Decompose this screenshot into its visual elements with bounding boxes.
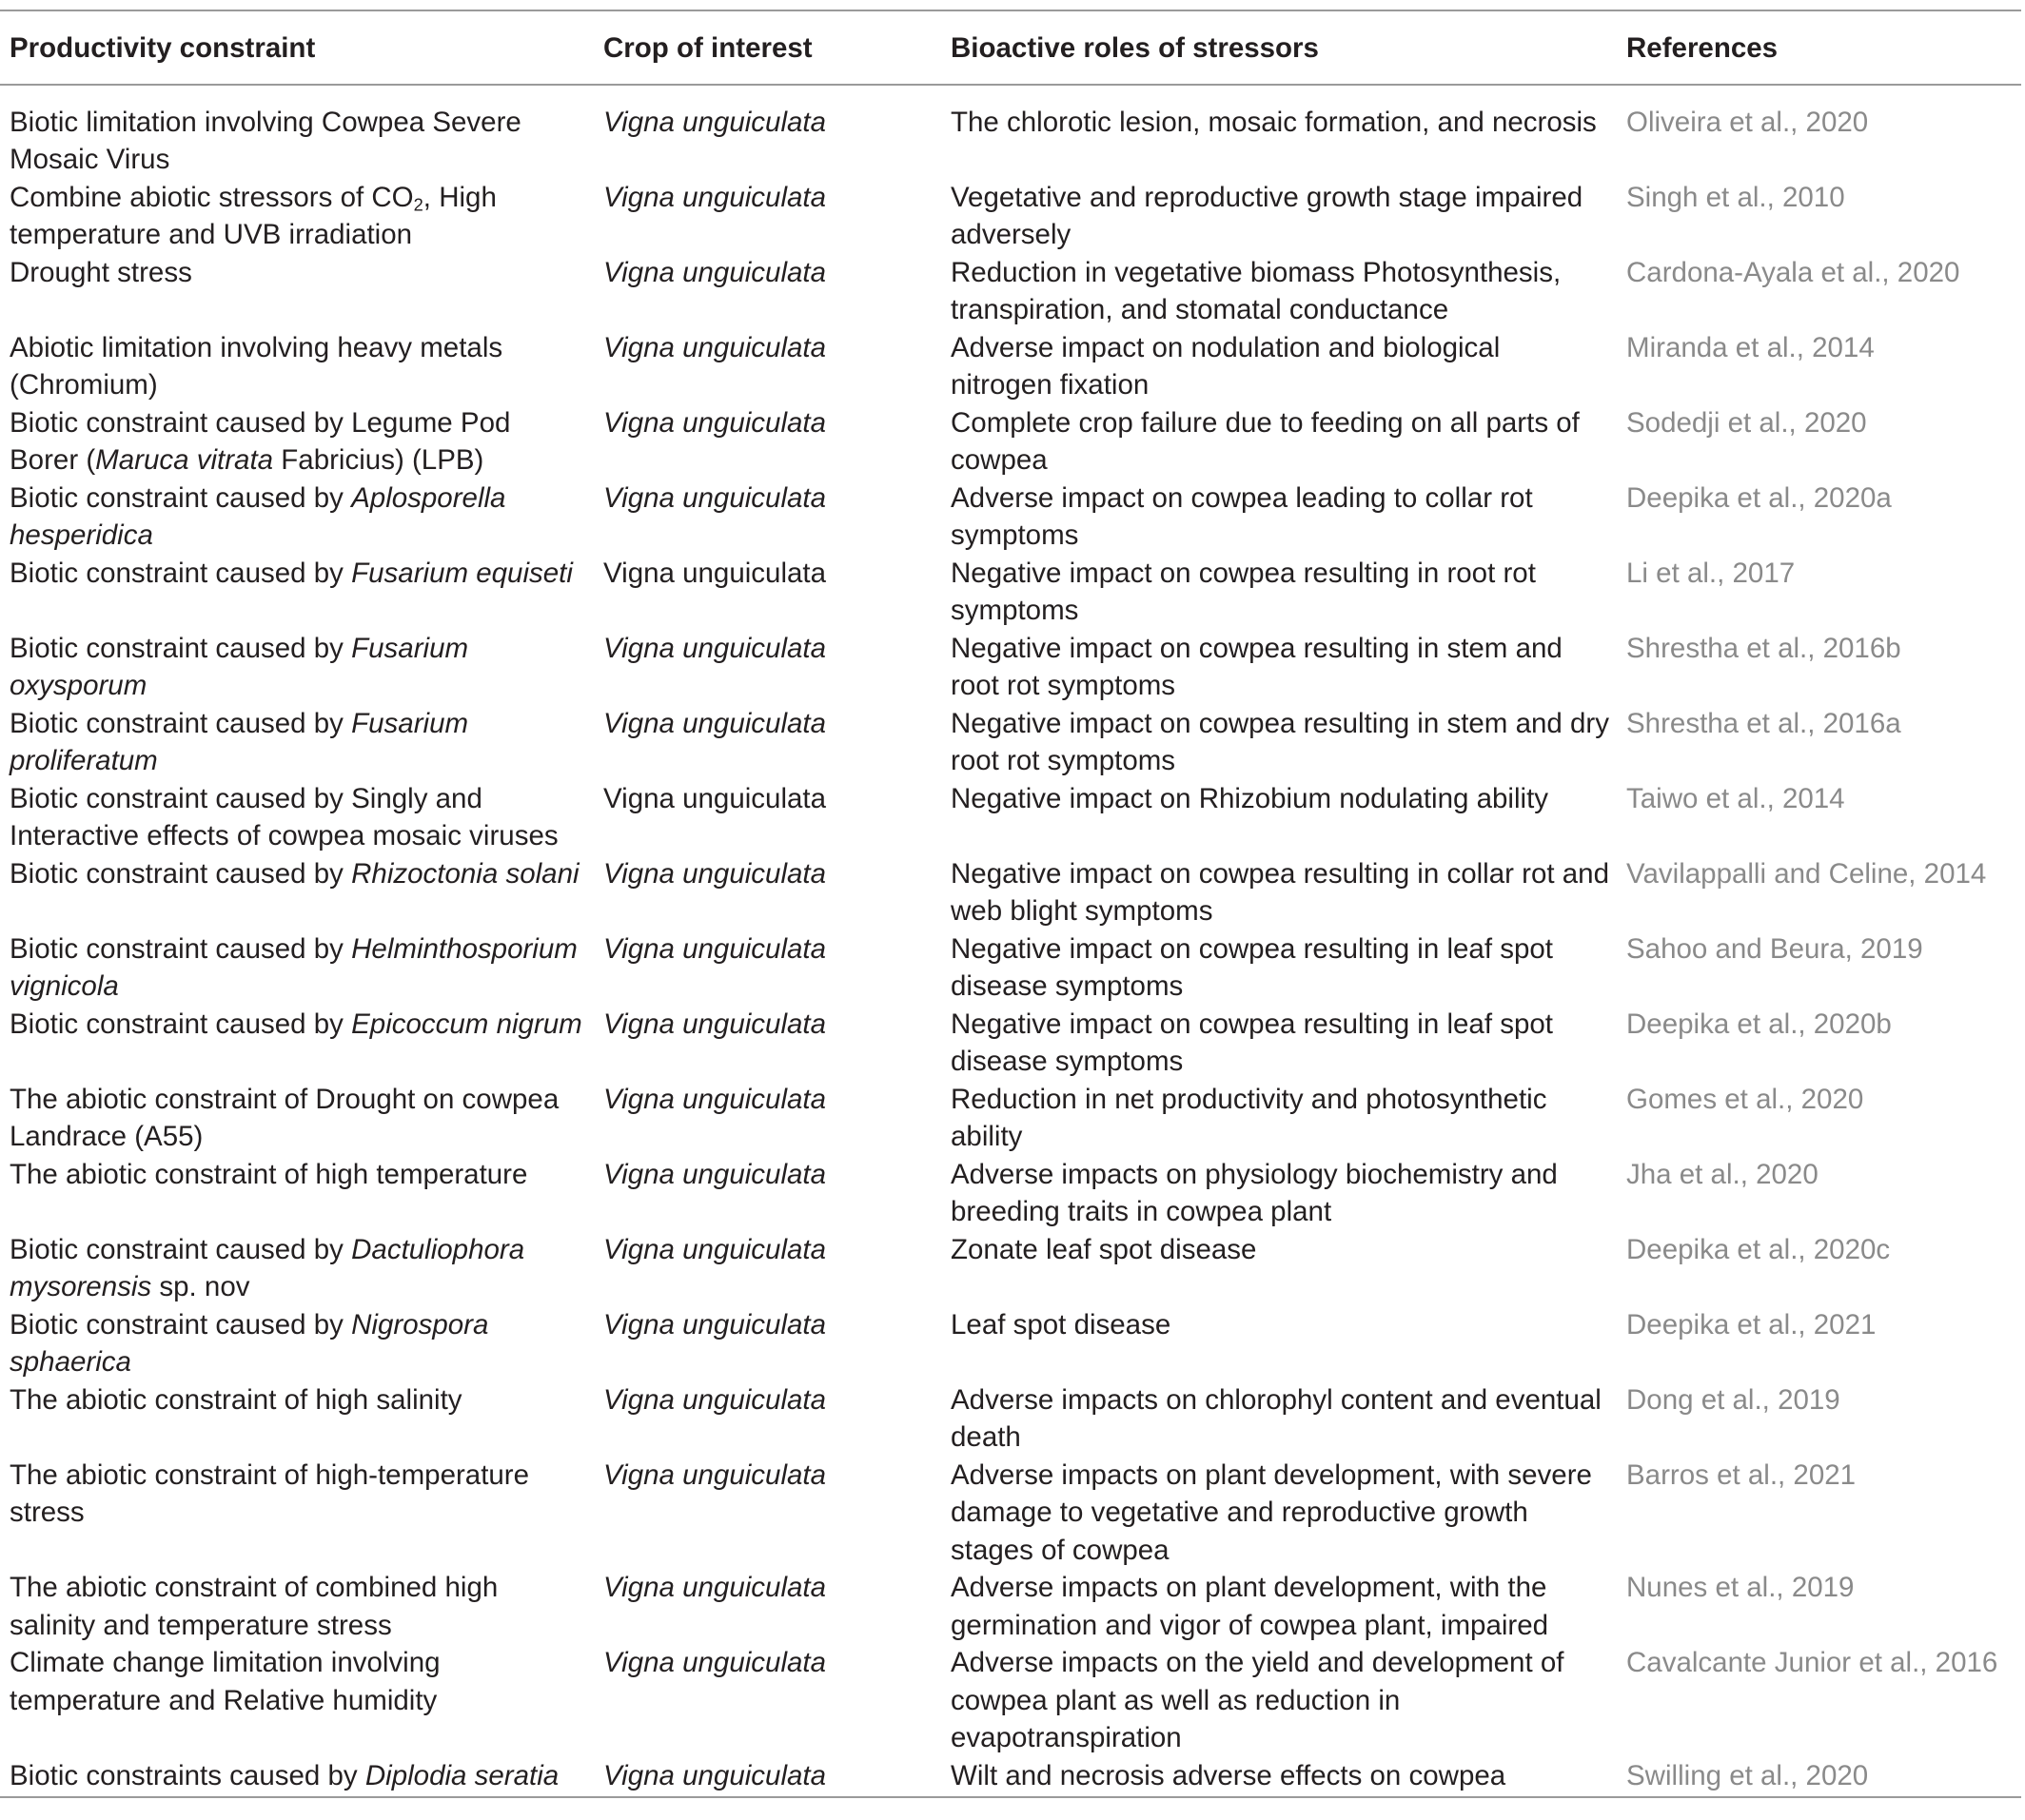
cell-reference-link[interactable]: Sodedji et al., 2020 — [1626, 406, 1867, 439]
cell-crop-of-interest: Vigna unguiculata — [603, 782, 827, 814]
table-row — [0, 1757, 2021, 1798]
species-name: Helminthosporium vignicola — [10, 932, 578, 1002]
cell-productivity-constraint — [0, 1306, 594, 1381]
cell-bioactive-role: Vegetative and reproductive growth stage impaired adversely — [951, 181, 1583, 250]
cell-reference-link[interactable]: Sahoo and Beura, 2019 — [1626, 932, 1923, 965]
table-row — [0, 780, 2021, 855]
table-row — [0, 1006, 2021, 1081]
cell-reference-link[interactable]: Cardona-Ayala et al., 2020 — [1626, 256, 1960, 288]
cell-productivity-constraint — [0, 930, 594, 1006]
cell-productivity-constraint — [0, 479, 594, 555]
table-row — [0, 930, 2021, 1006]
cell-crop-of-interest: Vigna unguiculata — [603, 857, 827, 890]
cell-bioactive-role: Negative impact on cowpea resulting in stem and root rot symptoms — [951, 632, 1563, 701]
table-row — [0, 855, 2021, 930]
cell-productivity-constraint — [0, 1006, 594, 1081]
species-name: Aplosporella hesperidica — [10, 481, 506, 551]
cell-bioactive-role: Leaf spot disease — [951, 1308, 1171, 1341]
cell-bioactive-role: Negative impact on cowpea resulting in root rot symptoms — [951, 557, 1536, 626]
cell-crop-of-interest: Vigna unguiculata — [603, 1158, 827, 1190]
cell-crop-of-interest: Vigna unguiculata — [603, 181, 827, 213]
table-row — [0, 1306, 2021, 1381]
species-name: Fusarium equiseti — [351, 557, 573, 589]
table-row — [0, 1081, 2021, 1156]
cell-productivity-constraint — [0, 1644, 594, 1757]
cell-bioactive-role: Negative impact on cowpea resulting in stem and dry root rot symptoms — [951, 707, 1609, 776]
cell-reference-link[interactable]: Shrestha et al., 2016a — [1626, 707, 1901, 739]
cell-productivity-constraint — [0, 179, 594, 254]
cell-productivity-constraint — [0, 85, 594, 179]
cell-crop-of-interest: Vigna unguiculata — [603, 1759, 827, 1791]
cell-reference-link[interactable]: Cavalcante Junior et al., 2016 — [1626, 1647, 1998, 1678]
cell-crop-of-interest: Vigna unguiculata — [603, 1233, 827, 1265]
cell-bioactive-role: Adverse impact on nodulation and biological nitrogen fixation — [951, 331, 1501, 401]
cell-crop-of-interest: Vigna unguiculata — [603, 932, 827, 965]
subscript: 2 — [413, 194, 423, 215]
cell-reference-link[interactable]: Vavilappalli and Celine, 2014 — [1626, 857, 1987, 890]
header-productivity-constraint: Productivity constraint — [10, 32, 316, 64]
table-row — [0, 179, 2021, 254]
cell-bioactive-role: Negative impact on cowpea resulting in leaf spot disease symptoms — [951, 932, 1553, 1002]
table-row — [0, 630, 2021, 705]
species-name: Diplodia seratia — [364, 1759, 560, 1791]
cell-productivity-constraint — [0, 780, 594, 855]
cell-reference-link[interactable]: Singh et al., 2010 — [1626, 181, 1845, 213]
table-body — [0, 85, 2021, 1798]
cell-crop-of-interest: Vigna unguiculata — [603, 557, 827, 589]
constraint-text: The abiotic constraint of high temperature — [10, 1158, 528, 1190]
table-row — [0, 1231, 2021, 1306]
cell-productivity-constraint — [0, 705, 594, 780]
constraint-text: Biotic constraint caused by — [10, 1233, 352, 1265]
header-crop-of-interest: Crop of interest — [603, 32, 813, 64]
cell-bioactive-role: Zonate leaf spot disease — [951, 1233, 1257, 1265]
cell-productivity-constraint — [0, 855, 594, 930]
cell-productivity-constraint — [0, 254, 594, 329]
constraint-text: Biotic constraint caused by — [10, 1008, 352, 1040]
cell-productivity-constraint — [0, 1457, 594, 1570]
constraint-text: The abiotic constraint of Drought on cowpea Landrace (A55) — [10, 1083, 560, 1152]
cell-crop-of-interest: Vigna unguiculata — [603, 632, 827, 664]
header-references: References — [1626, 32, 1779, 64]
cell-reference-link[interactable]: Deepika et al., 2020b — [1626, 1008, 1892, 1040]
constraint-text: Biotic constraint caused by — [10, 707, 352, 739]
cell-crop-of-interest: Vigna unguiculata — [603, 1008, 827, 1040]
constraint-text: The abiotic constraint of combined high salinity and temperature stress — [10, 1572, 499, 1641]
cell-reference-link[interactable]: Shrestha et al., 2016b — [1626, 632, 1901, 664]
cell-bioactive-role: Adverse impacts on plant development, with severe damage to vegetative and reproductive growth stages of cowpea — [951, 1458, 1592, 1566]
table-header — [0, 10, 2021, 85]
constraint-text: The abiotic constraint of high-temperature stress — [10, 1458, 530, 1528]
cell-bioactive-role: Adverse impacts on chlorophyl content and eventual death — [951, 1383, 1602, 1453]
species-name: Fusarium proliferatum — [10, 707, 469, 776]
table-row — [0, 705, 2021, 780]
constraint-text: , High temperature and UVB irradiation — [10, 181, 497, 250]
constraint-text: Biotic constraints caused by — [10, 1759, 365, 1791]
cell-crop-of-interest: Vigna unguiculata — [603, 1572, 827, 1603]
cell-reference-link[interactable]: Deepika et al., 2021 — [1626, 1308, 1877, 1341]
constraint-text: Biotic constraint caused by — [10, 481, 352, 514]
cell-crop-of-interest: Vigna unguiculata — [603, 707, 827, 739]
cell-productivity-constraint — [0, 630, 594, 705]
cell-crop-of-interest: Vigna unguiculata — [603, 1647, 827, 1678]
table-row — [0, 254, 2021, 329]
cell-bioactive-role: Adverse impact on cowpea leading to collar rot symptoms — [951, 481, 1533, 551]
cell-reference-link[interactable]: Nunes et al., 2019 — [1626, 1572, 1855, 1603]
cell-productivity-constraint — [0, 1757, 594, 1798]
cell-productivity-constraint — [0, 329, 594, 404]
constraint-text: Abiotic limitation involving heavy metals (Chromium) — [10, 331, 503, 401]
cell-crop-of-interest: Vigna unguiculata — [603, 1383, 827, 1416]
constraint-text: Biotic constraint caused by — [10, 1308, 352, 1341]
cell-crop-of-interest: Vigna unguiculata — [603, 1083, 827, 1115]
constraint-text: Biotic constraint caused by Singly and Interactive effects of cowpea mosaic viruses — [10, 782, 559, 851]
cell-reference-link[interactable]: Li et al., 2017 — [1626, 557, 1796, 589]
constraint-text: Drought stress — [10, 256, 192, 288]
cell-bioactive-role: The chlorotic lesion, mosaic formation, and necrosis — [951, 106, 1597, 138]
table-row — [0, 1381, 2021, 1457]
cell-bioactive-role: Adverse impacts on physiology biochemistry and breeding traits in cowpea plant — [951, 1158, 1558, 1227]
cell-bioactive-role: Adverse impacts on the yield and development of cowpea plant as well as reduction in evapotranspiration — [951, 1647, 1564, 1753]
species-name: Fusarium oxysporum — [10, 632, 469, 701]
cell-reference-link[interactable]: Dong et al., 2019 — [1626, 1383, 1840, 1416]
header-row — [0, 10, 2021, 85]
cell-bioactive-role: Negative impact on cowpea resulting in collar rot and web blight symptoms — [951, 857, 1609, 927]
constraint-text: Biotic limitation involving Cowpea Severe Mosaic Virus — [10, 106, 521, 175]
species-name: Maruca vitrata — [95, 444, 274, 476]
species-name: Dactuliophora mysorensis — [10, 1233, 525, 1302]
header-bioactive-roles: Bioactive roles of stressors — [951, 32, 1319, 64]
cell-bioactive-role: Complete crop failure due to feeding on all parts of cowpea — [951, 406, 1580, 476]
cell-crop-of-interest: Vigna unguiculata — [603, 1308, 827, 1341]
cell-bioactive-role: Adverse impacts on plant development, with the germination and vigor of cowpea plant, impaired — [951, 1572, 1549, 1641]
constraint-text: Biotic constraint caused by Legume Pod Borer ( — [10, 406, 511, 476]
cell-crop-of-interest: Vigna unguiculata — [603, 106, 827, 138]
cell-productivity-constraint — [0, 1156, 594, 1231]
cell-crop-of-interest: Vigna unguiculata — [603, 481, 827, 514]
table-row — [0, 1569, 2021, 1644]
cell-reference-link[interactable]: Miranda et al., 2014 — [1626, 331, 1875, 363]
table-row — [0, 479, 2021, 555]
cell-reference-link[interactable]: Taiwo et al., 2014 — [1626, 782, 1845, 814]
cell-crop-of-interest: Vigna unguiculata — [603, 331, 827, 363]
species-name: Nigrospora sphaerica — [10, 1308, 489, 1378]
constraint-text: Biotic constraint caused by — [10, 932, 352, 965]
table-row — [0, 1644, 2021, 1757]
constraint-text: Fabricius) (LPB) — [273, 444, 484, 476]
species-name: Epicoccum nigrum — [351, 1008, 582, 1040]
constraint-text: The abiotic constraint of high salinity — [10, 1383, 462, 1416]
constraint-text: Combine abiotic stressors of CO — [10, 181, 414, 213]
table-row — [0, 1156, 2021, 1231]
cell-crop-of-interest: Vigna unguiculata — [603, 256, 827, 288]
cell-crop-of-interest: Vigna unguiculata — [603, 406, 827, 439]
cell-reference-link[interactable]: Barros et al., 2021 — [1626, 1458, 1857, 1491]
cell-reference-link[interactable]: Deepika et al., 2020c — [1626, 1233, 1891, 1265]
table-row — [0, 404, 2021, 479]
species-name: Rhizoctonia solani — [351, 857, 580, 890]
cell-reference-link[interactable]: Swilling et al., 2020 — [1626, 1759, 1869, 1791]
cell-productivity-constraint — [0, 1231, 594, 1306]
cell-bioactive-role: Reduction in net productivity and photosynthetic ability — [951, 1083, 1547, 1152]
cell-productivity-constraint — [0, 1081, 594, 1156]
cell-reference-link[interactable]: Oliveira et al., 2020 — [1626, 106, 1869, 138]
table-row — [0, 1457, 2021, 1570]
constraint-text: Biotic constraint caused by — [10, 632, 352, 664]
table-row — [0, 85, 2021, 179]
constraints-table — [0, 10, 2021, 1798]
constraint-text: sp. nov — [151, 1271, 250, 1302]
constraint-text: Climate change limitation involving temperature and Relative humidity — [10, 1647, 441, 1716]
cell-reference-link[interactable]: Jha et al., 2020 — [1626, 1158, 1819, 1190]
cell-bioactive-role: Negative impact on Rhizobium nodulating ability — [951, 782, 1549, 814]
cell-bioactive-role: Reduction in vegetative biomass Photosynthesis, transpiration, and stomatal conductance — [951, 256, 1562, 325]
cell-reference-link[interactable]: Gomes et al., 2020 — [1626, 1083, 1864, 1115]
cell-productivity-constraint — [0, 1381, 594, 1457]
cell-crop-of-interest: Vigna unguiculata — [603, 1458, 827, 1491]
cell-bioactive-role: Negative impact on cowpea resulting in leaf spot disease symptoms — [951, 1008, 1553, 1077]
table-row — [0, 329, 2021, 404]
cell-productivity-constraint — [0, 555, 594, 630]
constraint-text: Biotic constraint caused by — [10, 557, 352, 589]
cell-bioactive-role: Wilt and necrosis adverse effects on cowpea — [951, 1759, 1506, 1791]
cell-productivity-constraint — [0, 404, 594, 479]
cell-reference-link[interactable]: Deepika et al., 2020a — [1626, 481, 1892, 514]
constraint-text: Biotic constraint caused by — [10, 857, 352, 890]
cell-productivity-constraint — [0, 1569, 594, 1644]
table-row — [0, 555, 2021, 630]
